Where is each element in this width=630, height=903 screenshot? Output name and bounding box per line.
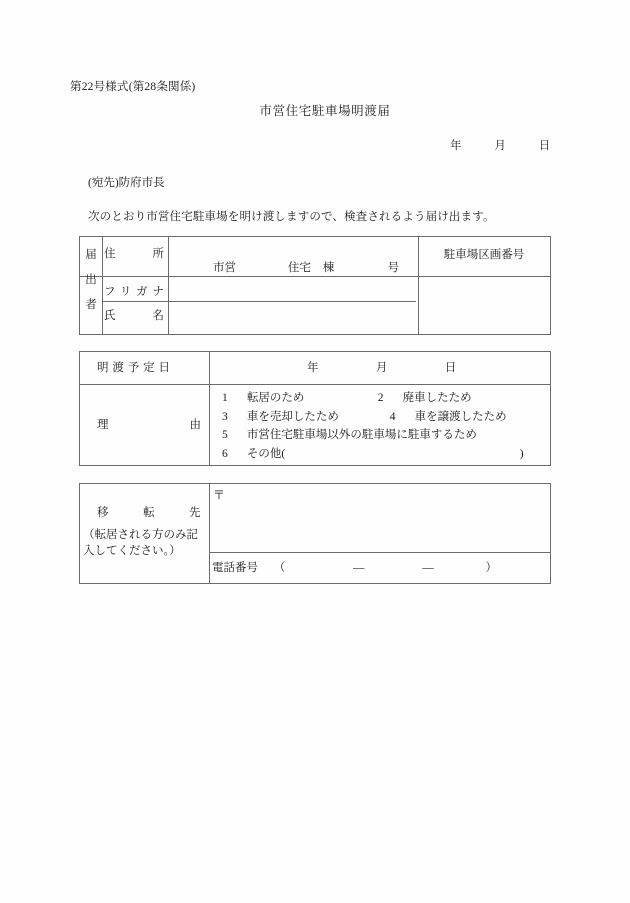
reason-number: 1 — [222, 392, 228, 404]
label-reason-text: 理 由 — [97, 419, 201, 431]
telephone-label: 電話番号 — [212, 562, 258, 574]
parking-number-header: 駐車場区画番号 — [443, 249, 525, 261]
label-move-destination — [97, 504, 201, 520]
address-hint-shiei: 市営 — [213, 262, 236, 274]
label-furigana — [104, 283, 164, 299]
label-furigana-text: フリガナ — [104, 286, 164, 298]
label-vacate-date: 明 渡 予 定 日 — [97, 362, 171, 374]
label-name-text: 氏 名 — [104, 310, 164, 322]
reason-text-2: 車を譲渡したため — [414, 410, 507, 423]
applicant-vertical-char-3: 者 — [85, 299, 97, 311]
postal-code-mark: 〒 — [213, 488, 226, 502]
reason-text-2: 廃車したため — [402, 392, 472, 404]
address-hint-jutaku: 住宅 — [287, 262, 311, 274]
telephone-dash-2: ― — [422, 562, 434, 574]
applicant-name-input[interactable] — [168, 304, 417, 334]
vacate-date-input[interactable] — [210, 352, 550, 382]
reason-option-row[interactable] — [222, 445, 524, 464]
lead-paragraph: 次のとおり市営住宅駐車場を明け渡しますので、検査されるよう届け出ます。 — [88, 211, 495, 223]
addressee: (宛先)防府市長 — [88, 177, 165, 189]
reason-text: その他( — [246, 447, 286, 460]
address-hint-tou: 棟 — [322, 262, 335, 274]
move-note-line-1: （転居される方のみ記 — [83, 529, 198, 541]
move-row-divider — [209, 552, 550, 553]
reason-number: 3 — [222, 410, 228, 423]
reason-option-row[interactable] — [222, 426, 524, 445]
parking-number-input[interactable] — [418, 276, 550, 334]
page-title: 市営住宅駐車場明渡届 — [259, 104, 391, 118]
reason-option-row[interactable] — [222, 408, 524, 427]
move-address-input[interactable] — [210, 502, 550, 550]
form-number: 第22号様式(第28条関係) — [70, 81, 196, 93]
reason-text: 市営住宅駐車場以外の駐車場に駐車するため — [246, 429, 477, 441]
date-day-label: 日 — [538, 140, 551, 152]
applicant-furigana-input[interactable] — [168, 276, 417, 303]
vacate-date-year: 年 — [307, 362, 319, 374]
telephone-dash-1: ― — [353, 562, 365, 574]
reason-number-2: 4 — [389, 410, 396, 423]
reason-number: 6 — [222, 447, 228, 460]
move-destination-note — [83, 527, 198, 559]
document-date-line — [450, 137, 550, 153]
date-year-label: 年 — [450, 140, 462, 152]
telephone-close-paren: ） — [485, 562, 497, 574]
label-name — [104, 307, 164, 323]
applicant-vertical-char-1: 届 — [85, 249, 97, 261]
reason-options-list — [222, 389, 524, 463]
address-hint-gou: 号 — [387, 262, 400, 274]
applicant-col-divider-1 — [102, 237, 103, 334]
date-month-label: 月 — [494, 140, 506, 152]
vacate-date-month: 月 — [375, 362, 388, 374]
reason-number-2: 2 — [377, 392, 384, 404]
label-address — [104, 245, 164, 261]
reason-text-2: ) — [519, 447, 524, 460]
reason-text: 転居のため — [246, 392, 305, 404]
label-address-text: 住 所 — [104, 248, 164, 260]
vacate-date-day: 日 — [444, 362, 457, 374]
reason-text: 車を売却したため — [246, 410, 339, 423]
label-move-destination-text: 移 転 先 — [97, 507, 201, 519]
reason-option-row[interactable] — [222, 389, 524, 408]
move-note-line-2: 入してください。） — [83, 545, 181, 557]
vacate-row-divider — [80, 384, 550, 385]
applicant-vertical-label — [80, 243, 102, 318]
applicant-vertical-char-2: 出 — [85, 274, 97, 286]
applicant-address-input[interactable] — [168, 237, 337, 275]
label-reason — [97, 416, 201, 432]
telephone-input[interactable] — [270, 556, 480, 578]
reason-number: 5 — [222, 429, 228, 441]
telephone-open-paren: （ — [273, 562, 286, 574]
